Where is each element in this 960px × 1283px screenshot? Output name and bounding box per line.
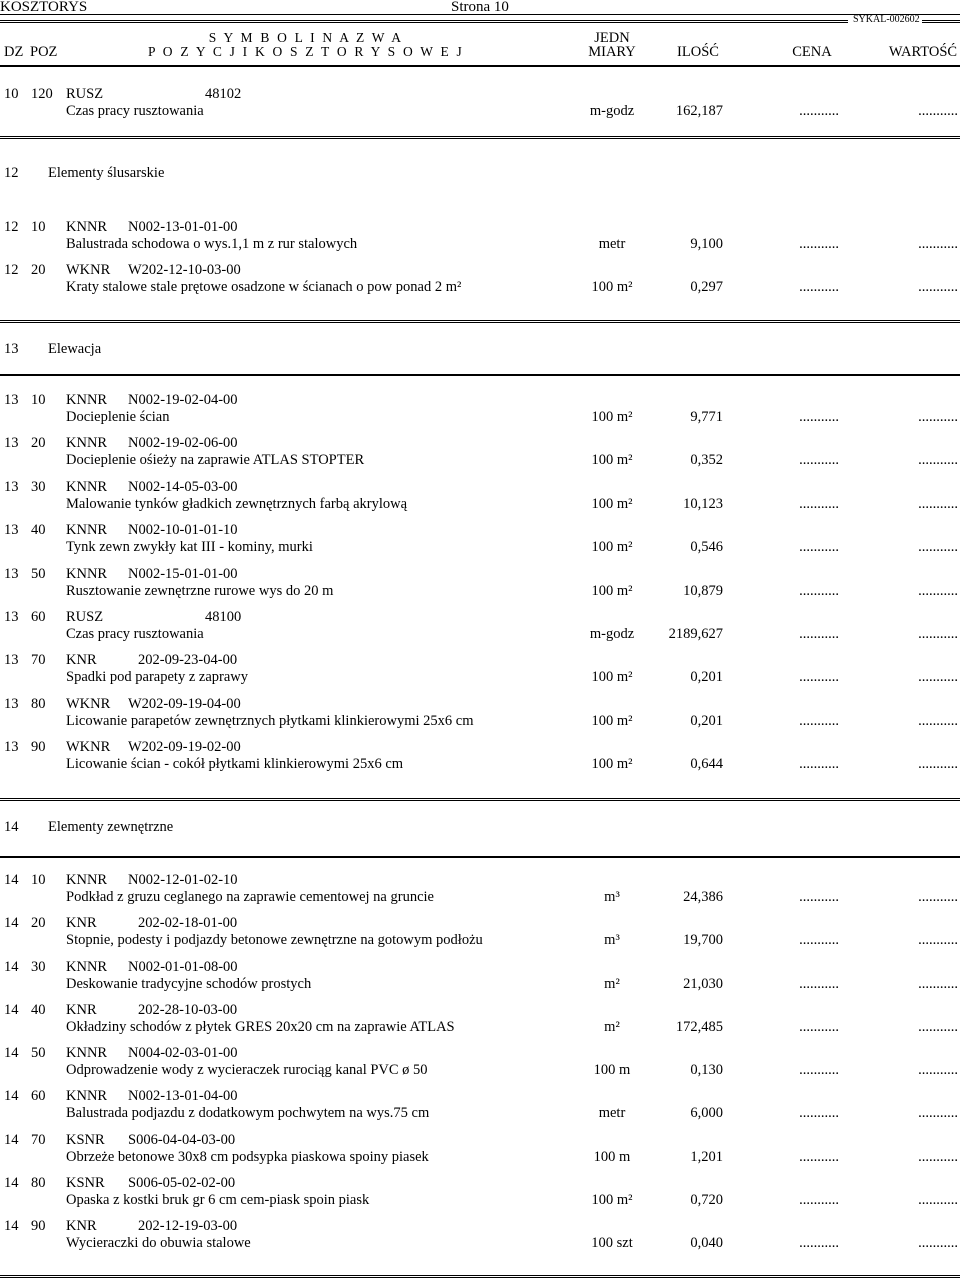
item-value: ........... — [918, 409, 958, 425]
item-poz: 120 — [31, 86, 53, 102]
item-quantity: 0,546 — [690, 539, 723, 555]
item-catalog: WKNR — [66, 696, 111, 712]
item-catalog-code: 202-02-18-01-00 — [138, 915, 238, 931]
item-dz: 13 — [4, 479, 19, 495]
section-rule-bottom — [0, 856, 960, 858]
item-quantity: 9,771 — [690, 409, 723, 425]
item-dz: 13 — [4, 739, 19, 755]
item-quantity: 2189,627 — [668, 626, 723, 642]
item-poz: 60 — [31, 609, 46, 625]
section-rule — [0, 320, 960, 323]
item-quantity: 0,130 — [690, 1062, 723, 1078]
item-quantity: 0,352 — [690, 452, 723, 468]
item-description: Czas pracy rusztowania — [66, 626, 204, 642]
item-catalog-code: N004-02-03-01-00 — [128, 1045, 238, 1061]
item-catalog-code: N002-13-01-04-00 — [128, 1088, 238, 1104]
item-price: ........... — [799, 713, 839, 729]
item-catalog: KNR — [66, 915, 97, 931]
item-dz: 12 — [4, 262, 19, 278]
item-price: ........... — [799, 236, 839, 252]
item-description: Wycieraczki do obuwia stalowe — [66, 1235, 251, 1251]
item-value: ........... — [918, 889, 958, 905]
item-description: Opaska z kostki bruk gr 6 cm cem-piask spoin piask — [66, 1192, 370, 1208]
section-number: 12 — [4, 165, 19, 181]
column-header-rule — [0, 65, 960, 67]
item-unit: 100 m² — [591, 409, 633, 425]
item-catalog-code: 48102 — [205, 86, 242, 102]
item-unit: 100 m² — [591, 496, 633, 512]
section-rule — [0, 798, 960, 801]
item-price: ........... — [799, 103, 839, 119]
col-symbol-line2: P O Z Y C J I K O S Z T O R Y S O W E J — [148, 44, 464, 59]
item-catalog-code: N002-14-05-03-00 — [128, 479, 238, 495]
item-catalog: KNNR — [66, 435, 108, 451]
item-description: Deskowanie tradycyjne schodów prostych — [66, 976, 312, 992]
item-value: ........... — [918, 583, 958, 599]
item-price: ........... — [799, 539, 839, 555]
item-unit: 100 m² — [591, 539, 633, 555]
item-description: Rusztowanie zewnętrzne rurowe wys do 20 m — [66, 583, 334, 599]
item-description: Czas pracy rusztowania — [66, 103, 204, 119]
item-catalog-code: 202-28-10-03-00 — [138, 1002, 238, 1018]
item-dz: 14 — [4, 1132, 19, 1148]
item-unit: m³ — [604, 932, 620, 948]
item-quantity: 0,201 — [690, 713, 723, 729]
item-price: ........... — [799, 1019, 839, 1035]
item-catalog-code: N002-10-01-01-10 — [128, 522, 238, 538]
item-price: ........... — [799, 409, 839, 425]
item-price: ........... — [799, 496, 839, 512]
item-quantity: 0,201 — [690, 669, 723, 685]
item-poz: 50 — [31, 566, 46, 582]
item-dz: 14 — [4, 872, 19, 888]
item-unit: m³ — [604, 889, 620, 905]
item-unit: 100 m — [593, 1062, 631, 1078]
item-poz: 20 — [31, 435, 46, 451]
item-dz: 13 — [4, 652, 19, 668]
col-price: CENA — [792, 44, 832, 60]
col-unit-line1: JEDN — [594, 30, 630, 46]
section-name: Elewacja — [48, 341, 102, 357]
item-catalog: KSNR — [66, 1132, 105, 1148]
col-poz: POZ — [30, 44, 58, 60]
item-dz: 14 — [4, 1175, 19, 1191]
item-price: ........... — [799, 756, 839, 772]
item-value: ........... — [918, 236, 958, 252]
document-title: KOSZTORYS — [0, 0, 88, 15]
item-unit: m-godz — [589, 103, 635, 119]
item-catalog-code: N002-19-02-06-00 — [128, 435, 238, 451]
item-quantity: 1,201 — [690, 1149, 723, 1165]
item-description: Docieplenie ścian — [66, 409, 170, 425]
item-quantity: 19,700 — [683, 932, 723, 948]
item-catalog: KNR — [66, 652, 97, 668]
item-quantity: 172,485 — [675, 1019, 723, 1035]
item-unit: 100 m² — [591, 669, 633, 685]
item-catalog: KNNR — [66, 959, 108, 975]
col-value: WARTOŚĆ — [888, 44, 958, 60]
item-poz: 80 — [31, 1175, 46, 1191]
item-price: ........... — [799, 889, 839, 905]
item-poz: 10 — [31, 219, 46, 235]
item-poz: 50 — [31, 1045, 46, 1061]
item-price: ........... — [799, 1105, 839, 1121]
item-poz: 10 — [31, 872, 46, 888]
item-catalog-code: N002-01-01-08-00 — [128, 959, 238, 975]
item-catalog-code: 48100 — [205, 609, 242, 625]
item-value: ........... — [918, 1105, 958, 1121]
item-unit: m² — [604, 976, 620, 992]
item-poz: 40 — [31, 1002, 46, 1018]
item-unit: 100 m² — [591, 452, 633, 468]
item-dz: 10 — [4, 86, 19, 102]
item-catalog-code: 202-12-19-03-00 — [138, 1218, 238, 1234]
item-quantity: 0,297 — [690, 279, 723, 295]
item-poz: 80 — [31, 696, 46, 712]
section-number: 13 — [4, 341, 19, 357]
item-description: Malowanie tynków gładkich zewnętrznych farbą akrylową — [66, 496, 408, 512]
item-value: ........... — [918, 1019, 958, 1035]
item-dz: 14 — [4, 959, 19, 975]
item-dz: 14 — [4, 1002, 19, 1018]
item-dz: 13 — [4, 392, 19, 408]
item-description: Kraty stalowe stale prętowe osadzone w ścianach o pow ponad 2 m² — [66, 279, 462, 295]
item-value: ........... — [918, 669, 958, 685]
item-quantity: 9,100 — [690, 236, 723, 252]
item-value: ........... — [918, 626, 958, 642]
item-dz: 13 — [4, 696, 19, 712]
item-unit: m-godz — [589, 626, 635, 642]
section-name: Elementy zewnętrzne — [48, 819, 174, 835]
section-rule-bottom — [0, 374, 960, 376]
item-description: Docieplenie ośieży na zaprawie ATLAS STOPTER — [66, 452, 365, 468]
item-value: ........... — [918, 279, 958, 295]
item-dz: 13 — [4, 435, 19, 451]
item-value: ........... — [918, 1192, 958, 1208]
item-quantity: 10,123 — [683, 496, 723, 512]
item-poz: 20 — [31, 262, 46, 278]
item-poz: 10 — [31, 392, 46, 408]
item-unit: metr — [598, 236, 626, 252]
item-catalog: KNNR — [66, 1045, 108, 1061]
item-price: ........... — [799, 669, 839, 685]
item-price: ........... — [799, 626, 839, 642]
item-quantity: 0,040 — [690, 1235, 723, 1251]
section-name: Elementy ślusarskie — [48, 165, 165, 181]
item-poz: 90 — [31, 739, 46, 755]
item-description: Obrzeże betonowe 30x8 cm podsypka piaskowa spoiny piasek — [66, 1149, 429, 1165]
section-number: 14 — [4, 819, 19, 835]
item-poz: 90 — [31, 1218, 46, 1234]
item-description: Okładziny schodów z płytek GRES 20x20 cm na zaprawie ATLAS — [66, 1019, 455, 1035]
item-catalog: KNNR — [66, 566, 108, 582]
item-price: ........... — [799, 1062, 839, 1078]
item-price: ........... — [799, 1235, 839, 1251]
item-catalog: WKNR — [66, 739, 111, 755]
item-description: Licowanie parapetów zewnętrznych płytkami klinkierowymi 25x6 cm — [66, 713, 474, 729]
item-unit: m² — [604, 1019, 620, 1035]
item-unit: 100 m — [593, 1149, 631, 1165]
item-poz: 30 — [31, 959, 46, 975]
item-value: ........... — [918, 1235, 958, 1251]
item-price: ........... — [799, 452, 839, 468]
item-poz: 40 — [31, 522, 46, 538]
item-description: Stopnie, podesty i podjazdy betonowe zewnętrzne na gotowym podłożu — [66, 932, 483, 948]
item-poz: 60 — [31, 1088, 46, 1104]
item-catalog: KNNR — [66, 522, 108, 538]
page-bottom-rule — [0, 1275, 960, 1278]
item-dz: 14 — [4, 1218, 19, 1234]
col-symbol-line1: S Y M B O L I N A Z W A — [208, 30, 404, 45]
item-dz: 13 — [4, 522, 19, 538]
item-poz: 30 — [31, 479, 46, 495]
item-unit: 100 m² — [591, 1192, 633, 1208]
item-catalog: RUSZ — [66, 609, 104, 625]
item-unit: 100 m² — [591, 713, 633, 729]
item-value: ........... — [918, 452, 958, 468]
header-rule — [0, 20, 848, 23]
item-value: ........... — [918, 932, 958, 948]
item-value: ........... — [918, 713, 958, 729]
item-catalog: KNNR — [66, 872, 108, 888]
item-catalog-code: W202-09-19-04-00 — [128, 696, 241, 712]
item-poz: 70 — [31, 652, 46, 668]
item-description: Balustrada schodowa o wys.1,1 m z rur stalowych — [66, 236, 358, 252]
item-dz: 12 — [4, 219, 19, 235]
item-description: Spadki pod parapety z zaprawy — [66, 669, 248, 685]
item-value: ........... — [918, 976, 958, 992]
item-value: ........... — [918, 756, 958, 772]
item-catalog: WKNR — [66, 262, 111, 278]
item-catalog-code: S006-05-02-02-00 — [128, 1175, 236, 1191]
item-value: ........... — [918, 539, 958, 555]
item-catalog-code: N002-19-02-04-00 — [128, 392, 238, 408]
section-rule — [0, 136, 960, 139]
item-catalog-code: N002-15-01-01-00 — [128, 566, 238, 582]
item-unit: 100 m² — [591, 279, 633, 295]
item-catalog: KNR — [66, 1218, 97, 1234]
item-catalog: KNR — [66, 1002, 97, 1018]
item-catalog: KNNR — [66, 392, 108, 408]
item-quantity: 0,644 — [690, 756, 723, 772]
item-catalog: RUSZ — [66, 86, 104, 102]
item-catalog: KNNR — [66, 479, 108, 495]
item-catalog-code: 202-09-23-04-00 — [138, 652, 238, 668]
item-catalog-code: S006-04-04-03-00 — [128, 1132, 236, 1148]
item-description: Balustrada podjazdu z dodatkowym pochwytem na wys.75 cm — [66, 1105, 430, 1121]
item-catalog-code: W202-12-10-03-00 — [128, 262, 241, 278]
item-dz: 13 — [4, 609, 19, 625]
item-price: ........... — [799, 1149, 839, 1165]
header-rule-end — [922, 20, 960, 23]
col-unit-line2: MIARY — [588, 44, 636, 60]
item-quantity: 24,386 — [683, 889, 723, 905]
item-quantity: 0,720 — [690, 1192, 723, 1208]
item-dz: 14 — [4, 1045, 19, 1061]
item-dz: 14 — [4, 1088, 19, 1104]
item-price: ........... — [799, 976, 839, 992]
item-price: ........... — [799, 1192, 839, 1208]
item-dz: 13 — [4, 566, 19, 582]
item-description: Tynk zewn zwykły kat III - kominy, murki — [66, 539, 313, 555]
item-quantity: 10,879 — [683, 583, 723, 599]
item-catalog: KSNR — [66, 1175, 105, 1191]
item-unit: 100 szt — [591, 1235, 633, 1251]
item-quantity: 6,000 — [690, 1105, 723, 1121]
item-price: ........... — [799, 932, 839, 948]
item-description: Podkład z gruzu ceglanego na zaprawie cementowej na gruncie — [66, 889, 434, 905]
document-code: SYKAL-002602 — [853, 14, 920, 25]
item-value: ........... — [918, 1149, 958, 1165]
item-unit: metr — [598, 1105, 626, 1121]
item-poz: 70 — [31, 1132, 46, 1148]
item-catalog-code: N002-12-01-02-10 — [128, 872, 238, 888]
item-value: ........... — [918, 103, 958, 119]
page-number: Strona 10 — [451, 0, 509, 15]
item-value: ........... — [918, 496, 958, 512]
item-quantity: 162,187 — [675, 103, 723, 119]
item-poz: 20 — [31, 915, 46, 931]
col-quantity: ILOŚĆ — [677, 44, 719, 60]
col-dz: DZ — [4, 44, 24, 60]
item-price: ........... — [799, 279, 839, 295]
item-description: Licowanie ścian - cokół płytkami klinkierowymi 25x6 cm — [66, 756, 404, 772]
item-catalog: KNNR — [66, 1088, 108, 1104]
item-quantity: 21,030 — [683, 976, 723, 992]
item-unit: 100 m² — [591, 756, 633, 772]
item-catalog-code: W202-09-19-02-00 — [128, 739, 241, 755]
item-price: ........... — [799, 583, 839, 599]
item-catalog-code: N002-13-01-01-00 — [128, 219, 238, 235]
item-value: ........... — [918, 1062, 958, 1078]
item-unit: 100 m² — [591, 583, 633, 599]
item-catalog: KNNR — [66, 219, 108, 235]
item-dz: 14 — [4, 915, 19, 931]
item-description: Odprowadzenie wody z wycieraczek rurociąg kanal PVC ø 50 — [66, 1062, 428, 1078]
